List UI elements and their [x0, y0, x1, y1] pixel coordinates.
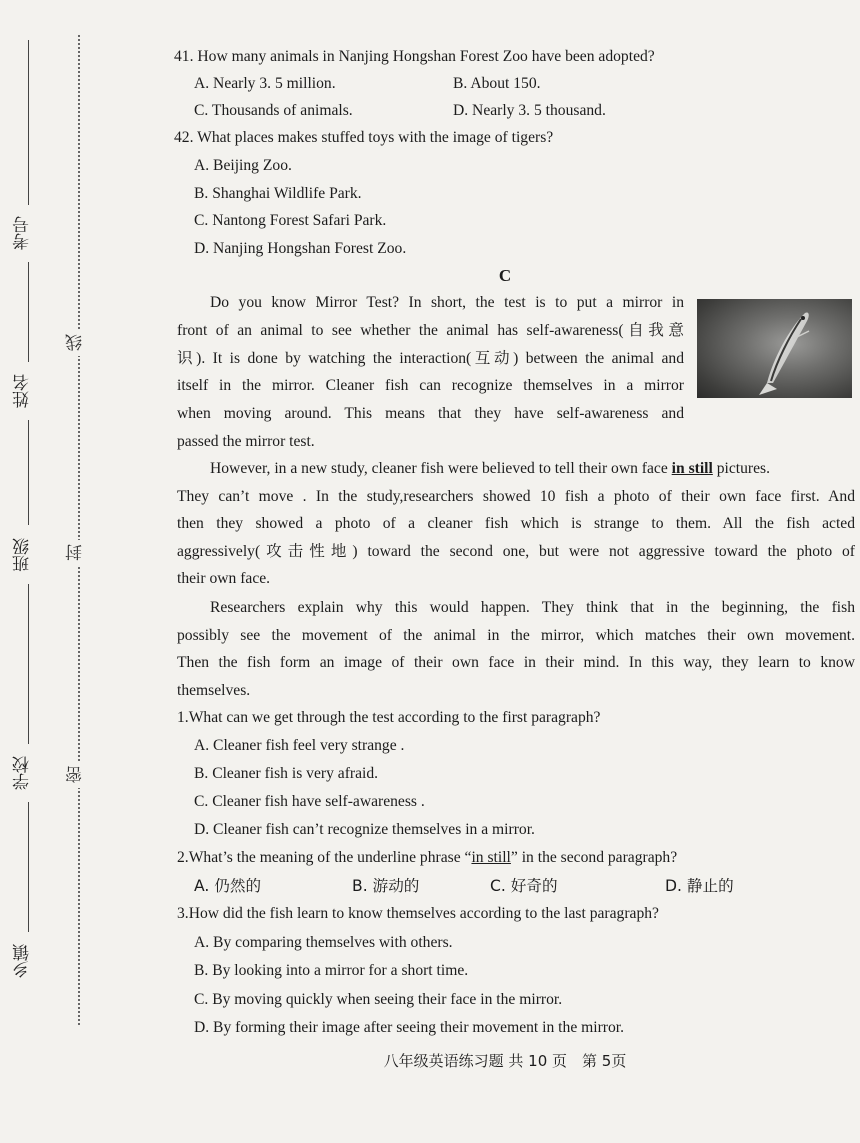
- passage-p1-line: Do you know Mirror Test? In short, the test is to put a mirror in: [210, 294, 684, 311]
- q42-option-d: D. Nanjing Hongshan Forest Zoo.: [194, 240, 407, 257]
- q42-option-b: B. Shanghai Wildlife Park.: [194, 185, 362, 202]
- c3-option-d: D. By forming their image after seeing their movement in the mirror.: [194, 1019, 625, 1036]
- name-label: 姓名: [13, 374, 33, 408]
- c1-option-d: D. Cleaner fish can’t recognize themselves in a mirror.: [194, 821, 535, 838]
- class-label: 班级: [13, 538, 33, 572]
- passage-p2-line: aggressively(攻击性地) toward the second one, but were not aggressive toward the photo of: [177, 543, 855, 560]
- c3-option-a: A. By comparing themselves with others.: [194, 934, 453, 951]
- passage-p1-line: 识). It is done by watching the interaction(互动) between the animal and: [177, 350, 684, 367]
- q41-option-a: A. Nearly 3. 5 million.: [194, 75, 336, 92]
- passage-p1-line: when moving around. This means that they have self-awareness and: [177, 405, 684, 422]
- question-c2-text: 2.What’s the meaning of the underline phrase “: [177, 849, 472, 866]
- passage-p2-text: pictures.: [716, 460, 771, 477]
- underlined-phrase-in-still: in still: [671, 460, 713, 477]
- question-41: 41. How many animals in Nanjing Hongshan Forest Zoo have been adopted?: [174, 48, 655, 65]
- seal-char-secret: 密: [63, 762, 93, 788]
- exam-number-label: 考号: [13, 216, 33, 250]
- passage-p1-line: front of an animal to see whether the animal has self-awareness(自我意: [177, 322, 684, 339]
- passage-p2-line1: [210, 459, 770, 479]
- c1-option-a: A. Cleaner fish feel very strange .: [194, 737, 405, 754]
- c1-option-b: B. Cleaner fish is very afraid.: [194, 765, 379, 782]
- cleaner-fish-photo: [697, 299, 852, 398]
- q42-option-c: C. Nantong Forest Safari Park.: [194, 212, 387, 229]
- binding-margin: [0, 0, 100, 1143]
- passage-p1-line: itself in the mirror. Cleaner fish can recognize themselves in a mirror: [177, 377, 684, 394]
- q41-option-b: B. About 150.: [453, 75, 541, 92]
- passage-p3-line: themselves.: [177, 682, 251, 699]
- school-line: [28, 584, 29, 744]
- passage-p2-line: their own face.: [177, 570, 271, 587]
- seal-dotted-line: [78, 35, 80, 1025]
- c3-option-c: C. By moving quickly when seeing their face in the mirror.: [194, 991, 563, 1008]
- c3-option-b: B. By looking into a mirror for a short time.: [194, 962, 469, 979]
- question-c2: [177, 848, 677, 868]
- c2-option-b: B. 游动的: [352, 877, 420, 895]
- question-c3: 3.How did the fish learn to know themselves according to the last paragraph?: [177, 905, 659, 922]
- passage-p2-text: However, in a new study, cleaner fish were believed to tell their own face: [210, 460, 668, 477]
- seal-char-seal: 封: [63, 540, 93, 566]
- passage-p3-line: possibly see the movement of the animal in the mirror, which matches their own movement.: [177, 627, 855, 644]
- c2-option-a: A. 仍然的: [194, 877, 262, 895]
- school-label: 学校: [13, 756, 33, 790]
- question-c1: 1.What can we get through the test according to the first paragraph?: [177, 709, 601, 726]
- passage-p2-line: They can’t move . In the study,researchers showed 10 fish a photo of their own face first. And: [177, 488, 855, 505]
- fish-image: [697, 299, 852, 398]
- passage-p3-line: Then the fish form an image of their own face in their mind. In this way, they learn to know: [177, 654, 855, 671]
- passage-p1-line: passed the mirror test.: [177, 433, 315, 450]
- question-42: 42. What places makes stuffed toys with the image of tigers?: [174, 129, 554, 146]
- seal-char-line: 线: [63, 330, 93, 356]
- passage-p2-line: then they showed a photo of a cleaner fish which is strange to them. All the fish acted: [177, 515, 855, 532]
- page-footer: 八年级英语练习题 共 10 页 第 5页: [383, 1052, 627, 1070]
- class-line: [28, 420, 29, 525]
- section-title: C: [498, 266, 512, 285]
- township-label: 乡镇: [13, 944, 33, 978]
- passage-p3-line: Researchers explain why this would happen. They think that in the beginning, the fish: [210, 599, 855, 616]
- q41-option-c: C. Thousands of animals.: [194, 102, 353, 119]
- c1-option-c: C. Cleaner fish have self-awareness .: [194, 793, 425, 810]
- exam-number-line: [28, 40, 29, 205]
- question-c2-text: ” in the second paragraph?: [510, 849, 678, 866]
- township-line: [28, 802, 29, 932]
- c2-option-d: D. 静止的: [665, 877, 734, 895]
- question-c2-phrase: in still: [471, 849, 511, 866]
- q41-option-d: D. Nearly 3. 5 thousand.: [453, 102, 606, 119]
- c2-option-c: C. 好奇的: [490, 877, 558, 895]
- q42-option-a: A. Beijing Zoo.: [194, 157, 292, 174]
